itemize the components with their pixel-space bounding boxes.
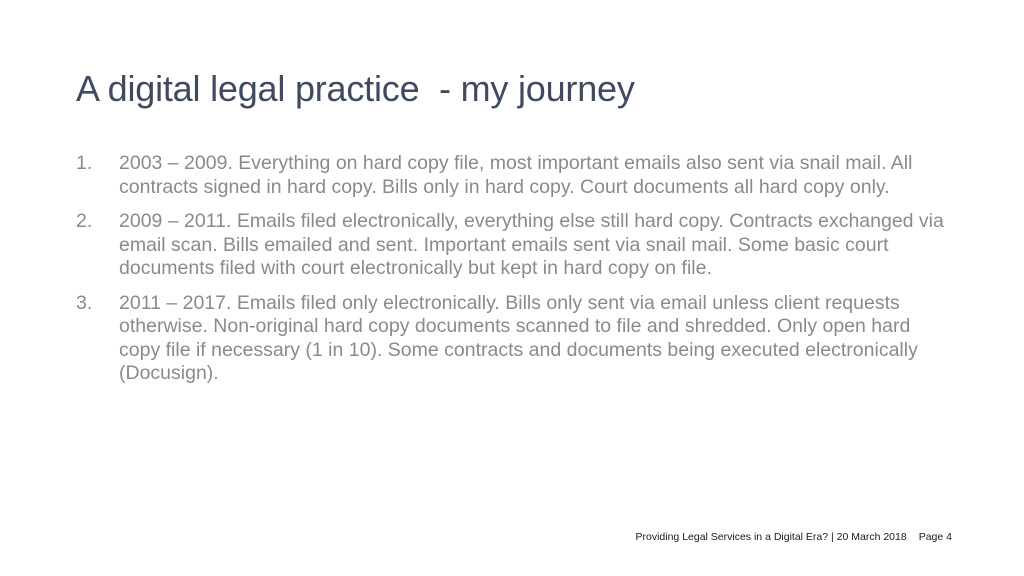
- list-item-number: 3.: [76, 291, 93, 314]
- list-item-text: 2003 – 2009. Everything on hard copy file, most important emails also sent via snail mail. All contracts signed in hard copy. Bills only in hard copy. Court documents all hard copy only.: [119, 152, 913, 198]
- list-item: [76, 292, 956, 386]
- list-item-number: 1.: [76, 152, 93, 174]
- footer-text: Providing Legal Services in a Digital Era? | 20 March 2018: [635, 531, 907, 543]
- list-item-text: 2011 – 2017. Emails filed only electronically. Bills only sent via email unless client requests otherwise. Non-original hard copy documents scanned to file and shredded. Only open hard copy file if necessary (1 in 10). Some contracts and documents being executed electronically (Docusign).: [119, 291, 918, 384]
- journey-list: [76, 152, 956, 397]
- list-item-text: 2009 – 2011. Emails filed electronically, everything else still hard copy. Contracts exchanged via email scan. Bills emailed and sent. Important emails sent via snail mail. Some basic court documents filed with court electronically but kept in hard copy on file.: [119, 210, 944, 279]
- list-item-number: 2.: [76, 210, 93, 232]
- page-number: Page 4: [918, 531, 952, 543]
- slide-footer: [636, 531, 953, 543]
- list-item: [76, 152, 956, 199]
- slide-title: A digital legal practice - my journey: [76, 68, 635, 109]
- list-item: [76, 210, 956, 281]
